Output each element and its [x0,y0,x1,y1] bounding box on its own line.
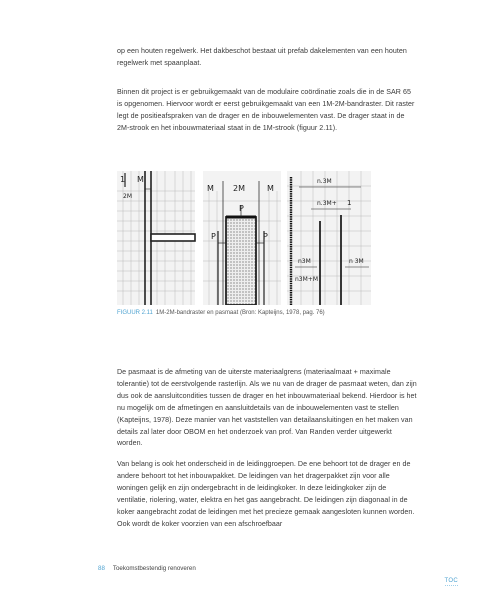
body-paragraph-3 [117,367,417,450]
label-m: M [207,184,214,193]
label-p: P [239,204,244,213]
band-grid-drawing [117,171,371,305]
paragraph-text: Binnen dit project is er gebruikgemaakt van de modulaire coördinatie zoals die in de SAR 65 is opgenomen. Hiervoor wordt er eerst gebruikgemaakt van een 1M-2M-bandraster. Dit raster legt de positieafspraken van de drager en de inbouwelementen vast. De drager staat in de 2M-strook en het inbouwmateriaal staat in de 1M-strook (figuur 2.11). [117,88,415,132]
body-paragraph-1 [117,46,417,70]
paragraph-text: Van belang is ook het onderscheid in de leidinggroepen. De ene behoort tot de drager en de andere behoort tot het inbouwpakket. De leidingen van het dragerpakket zijn voor alle woningen gelijk en zijn ondergebracht in de leidingkoker. In deze leidingkoker zijn de ventilatie, riolering, water, elektra en het gas aangebracht. De leidingen zijn diagonaal in de koker aangebracht zodat de leidingen met het precieze gemaak aangesloten kunnen worden. Ook wordt de koker voorzien van een afschroefbaar [117,460,415,528]
page-number: 88 [98,565,105,572]
label-n3m: n 3M [349,258,364,265]
paragraph-text: De pasmaat is de afmeting van de uiterste materiaalgrens (materiaalmaat + maximale tolerantie) tot de eerstvolgende rasterlijn. Als we nu van de drager de pasmaat weten, dan zijn dus ook de aansluitcondities tussen de drager en het inbouwmateriaal bekend. Hierdoor is het nu mogelijk om de afmetingen en aansluitdetails van de inbouwelementen vast te stellen (Kapteijns, 1978). Deze manier van het vaststellen van detailaansluitingen en het maken van details zal later door OBOM en het onderzoek van prof. Van Randen verder uitgewerkt worden. [117,368,417,448]
panel-1 [117,171,195,305]
label-2m: 2M [233,184,245,193]
toc-link[interactable]: TOC [444,578,458,584]
paragraph-text: op een houten regelwerk. Het dakbeschot bestaat uit prefab dakelementen van een houten regelwerk met spaanplaat. [117,47,407,67]
book-title: Toekomstbestendig renoveren [112,565,196,572]
caption-text: 1M-2M-bandraster en pasmaat (Bron: Kapteijns, 1978, pag. 76) [155,310,325,316]
label-n3m-m: n3M+M [295,276,319,283]
label-1: 1 [120,175,126,184]
label-p: P [263,232,268,241]
body-paragraph-2 [117,87,417,135]
body-paragraph-4 [117,459,417,530]
label-n3m-plus: n.3M+ [317,200,337,207]
figure-2-11 [117,171,371,305]
label-n3m: n.3M [317,178,332,185]
label-1: 1 [347,199,352,207]
page-footer [98,565,196,573]
label-2m: 2M [123,193,132,200]
panel-2 [203,171,281,305]
figure-caption [117,309,325,317]
panel-3 [287,171,371,305]
label-n3m: n3M [298,258,311,265]
label-m: M [137,175,144,184]
label-m: M [267,184,274,193]
figure-label: FIGUUR 2.11 [117,310,153,316]
label-p: P [211,232,216,241]
